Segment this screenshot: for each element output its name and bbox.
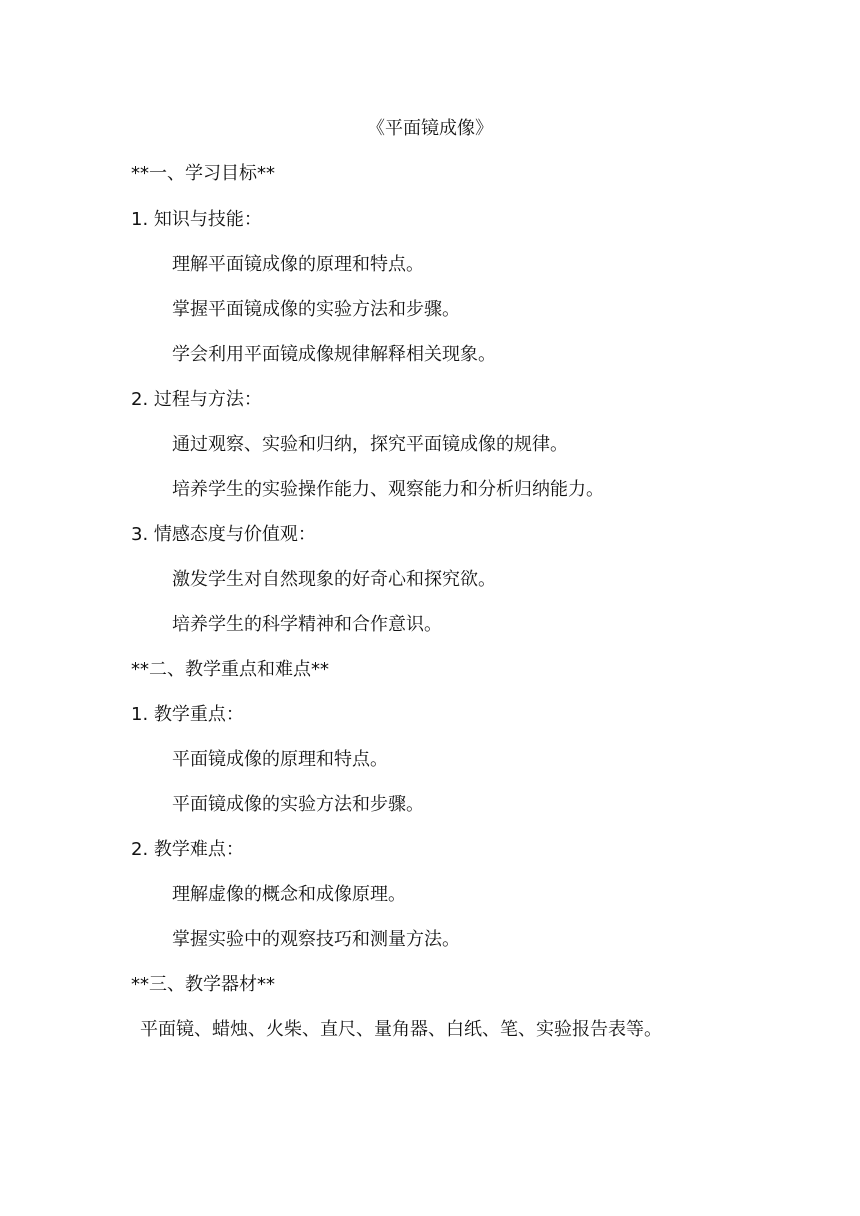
section-heading-equipment: **三、教学器材** <box>131 974 275 995</box>
list-item: 学会利用平面镜成像规律解释相关现象。 <box>172 344 496 365</box>
group-label-process-methods: 2. 过程与方法： <box>131 389 262 410</box>
list-item: 激发学生对自然现象的好奇心和探究欲。 <box>172 569 496 590</box>
list-item: 培养学生的科学精神和合作意识。 <box>172 614 442 635</box>
list-item: 理解虚像的概念和成像原理。 <box>172 884 406 905</box>
list-item: 平面镜成像的实验方法和步骤。 <box>172 794 424 815</box>
group-label-teaching-focus: 1. 教学重点： <box>131 704 244 725</box>
document-title: 《平面镜成像》 <box>367 118 493 139</box>
group-label-teaching-difficulties: 2. 教学难点： <box>131 839 244 860</box>
group-label-attitudes-values: 3. 情感态度与价值观： <box>131 524 316 545</box>
section-heading-objectives: **一、学习目标** <box>131 163 275 184</box>
list-item: 理解平面镜成像的原理和特点。 <box>172 254 424 275</box>
list-item: 平面镜成像的原理和特点。 <box>172 749 388 770</box>
section-heading-key-points: **二、教学重点和难点** <box>131 659 329 680</box>
list-item: 掌握平面镜成像的实验方法和步骤。 <box>172 299 460 320</box>
list-item: 通过观察、实验和归纳，探究平面镜成像的规律。 <box>172 434 568 455</box>
equipment-list-text: 平面镜、蜡烛、火柴、直尺、量角器、白纸、笔、实验报告表等。 <box>140 1019 662 1040</box>
group-label-knowledge-skills: 1. 知识与技能： <box>131 209 262 230</box>
list-item: 掌握实验中的观察技巧和测量方法。 <box>172 929 460 950</box>
list-item: 培养学生的实验操作能力、观察能力和分析归纳能力。 <box>172 479 604 500</box>
